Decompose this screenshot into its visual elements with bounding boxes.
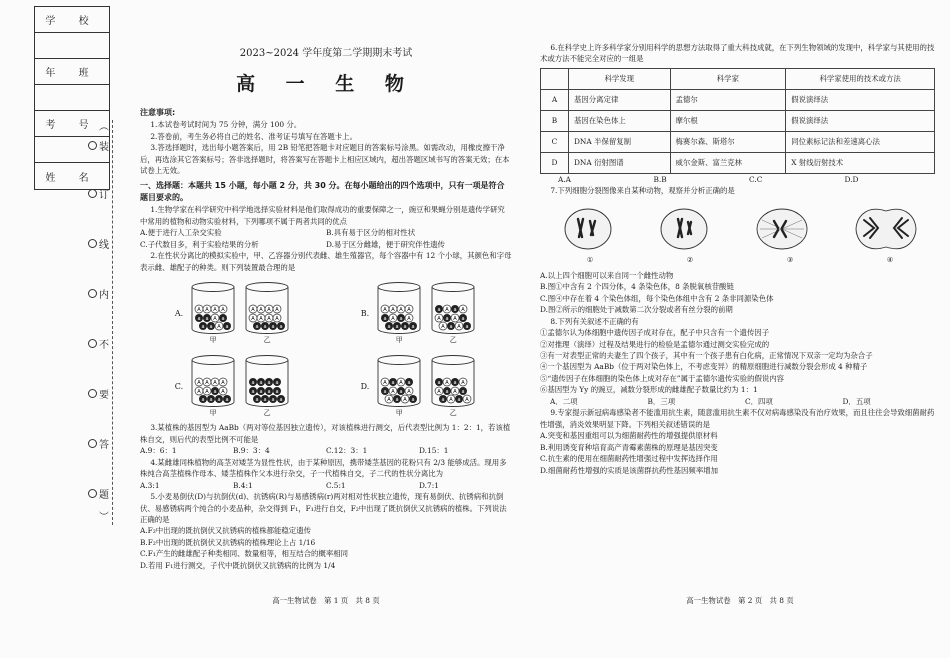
svg-text:a: a	[255, 324, 259, 331]
table-cell: 孟德尔	[670, 89, 786, 110]
binding-char: 不	[99, 340, 109, 351]
option-c[interactable]: C.C	[749, 174, 763, 184]
table-cell: 基因分离定律	[569, 89, 671, 110]
binding-char: 内	[99, 290, 109, 301]
note-item: 2.答卷前，考生务必将自己的姓名、准考证号填写在答题卡上。	[150, 131, 357, 141]
student-info-table	[34, 6, 110, 190]
option-b[interactable]: B.具有易于区分的相对性状	[326, 228, 416, 238]
svg-text:a: a	[263, 397, 267, 404]
svg-text:a: a	[441, 397, 445, 404]
cell-label: ②	[686, 255, 694, 264]
cell-label: ③	[786, 255, 794, 264]
option-a[interactable]: A.以上四个细胞可以来自同一个雌性动物	[540, 270, 674, 280]
option-d[interactable]: D.7:1	[419, 480, 439, 490]
svg-text:a: a	[263, 324, 267, 331]
table-cell: 梅赛尔森、斯塔尔	[670, 131, 786, 152]
table-cell: 威尔金斯、富兰克林	[670, 152, 786, 173]
svg-text:a: a	[445, 316, 449, 323]
svg-text:a: a	[395, 397, 399, 404]
question-1-stem: 1.生物学家在科学研究中科学地选择实验材料是他们取得成功的重要保障之一，豌豆和果蝇分别是遗传学研究中常用的植物和动物实验材料，下列哪项不属于两者共同的优点	[140, 205, 505, 226]
svg-text:A: A	[391, 389, 395, 396]
svg-text:A: A	[221, 380, 225, 387]
figure-option-d[interactable]	[361, 354, 478, 419]
jar-label: 甲	[395, 336, 403, 345]
svg-text:A: A	[391, 307, 395, 314]
binding-char: 题	[99, 490, 109, 501]
jar-drawing	[189, 354, 237, 408]
svg-text:a: a	[445, 389, 449, 396]
question-9-stem: 9.专家提示新冠病毒感染者不能滥用抗生素，随意滥用抗生素不仅对病毒感染没有治疗效果，而且往往会导致细菌耐药性增强，消炎效果明显下降。下列相关叙述错误的是	[540, 408, 935, 429]
statement-item: ①孟德尔认为体细胞中遗传因子成对存在，配子中只含有一个遗传因子	[540, 328, 770, 338]
svg-text:A: A	[267, 307, 271, 314]
table-cell: 基因在染色体上	[569, 110, 671, 131]
jar-label: 乙	[449, 336, 457, 345]
option-a[interactable]: A.3:1	[140, 480, 160, 490]
svg-text:a: a	[201, 397, 205, 404]
svg-text:a: a	[217, 397, 221, 404]
svg-text:a: a	[395, 324, 399, 331]
svg-text:a: a	[221, 316, 225, 323]
table-row	[541, 110, 935, 131]
svg-text:a: a	[387, 324, 391, 331]
binding-char: 线	[99, 240, 109, 251]
svg-text:a: a	[271, 397, 275, 404]
jar-drawing	[189, 281, 237, 335]
table-cell: 假说演绎法	[786, 110, 935, 131]
svg-text:A: A	[383, 380, 387, 387]
figure-letter: B.	[360, 308, 370, 318]
table-row	[541, 131, 935, 152]
svg-text:a: a	[383, 316, 387, 323]
svg-text:a: a	[267, 389, 271, 396]
question-8-stem: 8.下列有关叙述不正确的有	[550, 316, 639, 326]
cell-4-drawing	[854, 206, 918, 252]
svg-text:A: A	[205, 380, 209, 387]
question-3-stem: 3.某植株的基因型为 AaBb（两对等位基因独立遗传），对该植株进行测交，后代表型比例为 1：2：1，若该植株自交，则后代的表型比例不可能是	[140, 423, 511, 444]
binding-circle-icon	[88, 189, 97, 198]
jar-drawing	[375, 354, 423, 408]
cell-division-figure	[540, 203, 940, 255]
question-3-options	[140, 445, 512, 456]
page-footer-left: 高一生物试卷 第 1 页 共 8 页	[272, 595, 380, 605]
svg-text:A: A	[197, 389, 201, 396]
svg-text:a: a	[461, 316, 465, 323]
svg-text:a: a	[411, 397, 415, 404]
svg-text:a: a	[201, 324, 205, 331]
binding-char: 订	[99, 190, 109, 201]
info-label-name: 姓 名	[45, 172, 99, 184]
jar	[243, 354, 291, 419]
figure-letter: C.	[174, 381, 184, 391]
option-c[interactable]: C.12：3：1	[326, 446, 368, 456]
svg-text:a: a	[225, 324, 229, 331]
binding-paren-top: ︵	[99, 122, 109, 133]
figure-letter: D.	[360, 381, 370, 391]
jar	[375, 281, 423, 346]
binding-char: 装	[99, 142, 109, 153]
svg-text:A: A	[437, 316, 441, 323]
svg-text:A: A	[383, 307, 387, 314]
svg-text:A: A	[213, 316, 217, 323]
binding-mark	[88, 236, 109, 251]
binding-circle-icon	[88, 489, 97, 498]
binding-circle-icon	[88, 239, 97, 248]
option-d[interactable]: D.图②所示的细胞处于减数第二次分裂或者有丝分裂的前期	[540, 305, 733, 315]
info-blank-school[interactable]	[35, 33, 109, 59]
binding-mark	[88, 186, 109, 201]
svg-text:a: a	[411, 324, 415, 331]
binding-mark	[88, 138, 109, 153]
svg-text:A: A	[445, 380, 449, 387]
science-history-table	[540, 68, 935, 174]
svg-text:a: a	[275, 389, 279, 396]
cell-2-drawing	[658, 206, 710, 252]
table-cell: DNA 半保留复制	[569, 131, 671, 152]
page-title: 高 一 生 物	[236, 72, 416, 95]
svg-text:a: a	[399, 316, 403, 323]
svg-text:a: a	[465, 324, 469, 331]
question-4-stem: 4.某雌雄同株植物的高茎对矮茎为显性性状，由于某种原因，携带矮茎基因的花粉只有 2/3 能够成活。现用多株纯合高茎植株作母本、矮茎植株作父本进行杂交，子一代植株自交，子二代的性状分离比为	[140, 457, 507, 479]
jar-label: 甲	[395, 409, 403, 418]
svg-text:A: A	[221, 307, 225, 314]
table-cell: 同位素标记法和差速离心法	[786, 131, 935, 152]
table-header: 科学发现	[569, 68, 671, 89]
question-2-stem: 2.在性状分离比的模拟实验中，甲、乙容器分别代表雌、雄生殖器官，每个容器中有 12 个小球，其颜色和字母表示雌、雄配子的种类。则下列装置最合理的是	[140, 251, 512, 272]
notes-title: 注意事项:	[140, 107, 176, 117]
table-row	[541, 152, 935, 173]
section-heading: 一、选择题：本题共 15 小题，每小题 2 分，共 30 分。在每小题给出的四个选项中，只有一项是符合题目要求的。	[140, 180, 505, 203]
svg-text:a: a	[279, 324, 283, 331]
svg-text:a: a	[275, 380, 279, 387]
svg-text:a: a	[391, 380, 395, 387]
exam-name: 2023~2024 学年度第二学期期末考试	[239, 48, 413, 59]
table-header	[541, 68, 569, 89]
figure-letter: A.	[174, 308, 184, 318]
svg-text:A: A	[213, 307, 217, 314]
jar-label: 乙	[449, 409, 457, 418]
binding-circle-icon	[88, 141, 97, 150]
jar-label: 甲	[209, 336, 217, 345]
svg-text:A: A	[465, 397, 469, 404]
binding-char: 答	[99, 440, 109, 451]
binding-circle-icon	[88, 439, 97, 448]
table-cell: D	[541, 152, 569, 173]
statement-item: ②对推理（演绎）过程及结果进行的检验是孟德尔通过测交实验完成的	[540, 339, 770, 349]
option-a[interactable]: A.9：6：1	[140, 446, 177, 456]
option-b[interactable]: B．三项	[647, 396, 676, 406]
jar	[429, 281, 477, 346]
svg-text:A: A	[453, 389, 457, 396]
svg-text:A: A	[437, 389, 441, 396]
option-b[interactable]: B.4:1	[233, 480, 253, 490]
svg-text:A: A	[197, 307, 201, 314]
cell-3-drawing	[754, 206, 810, 252]
svg-text:a: a	[209, 397, 213, 404]
figure-option-b[interactable]	[361, 281, 477, 346]
table-cell: C	[541, 131, 569, 152]
note-item: 1.本试卷考试时间为 75 分钟，满分 100 分。	[150, 120, 302, 130]
jar-drawing	[375, 281, 423, 335]
info-label-class: 年 班	[35, 59, 109, 85]
binding-circle-icon	[88, 389, 97, 398]
svg-text:a: a	[251, 380, 255, 387]
svg-text:A: A	[275, 316, 279, 323]
svg-text:A: A	[251, 307, 255, 314]
svg-text:A: A	[391, 316, 395, 323]
jar-label: 乙	[263, 409, 271, 418]
binding-circle-icon	[88, 339, 97, 348]
question-6-stem: 6.在科学史上许多科学家分别用科学的思想方法取得了重大科技成就，在下列生物领域的发现中，科学家与其使用的技术或方法不能完全对应的一组是	[540, 43, 935, 64]
svg-text:a: a	[259, 389, 263, 396]
option-b[interactable]: B.B	[653, 174, 667, 184]
option-d[interactable]: D.细菌耐药性增强的实质是该菌群抗药性基因频率增加	[540, 465, 718, 475]
svg-text:a: a	[383, 389, 387, 396]
binding-mark	[88, 436, 109, 451]
option-d[interactable]: D.若用 F₁进行测交，子代中既抗倒伏又抗锈病的比例为 1/4	[140, 560, 336, 570]
option-c[interactable]: C.5:1	[326, 480, 346, 490]
svg-text:A: A	[403, 397, 407, 404]
jar	[429, 354, 477, 419]
figure-option-a[interactable]	[175, 281, 291, 346]
info-label-school: 学 校	[35, 7, 109, 33]
option-a[interactable]: A．二项	[550, 396, 578, 406]
binding-mark	[88, 336, 109, 351]
svg-text:A: A	[457, 324, 461, 331]
binding-mark	[88, 486, 109, 501]
svg-text:A: A	[449, 397, 453, 404]
svg-text:A: A	[441, 324, 445, 331]
option-a[interactable]: A.便于进行人工杂交实验	[140, 228, 222, 238]
svg-text:A: A	[399, 380, 403, 387]
svg-text:A: A	[453, 316, 457, 323]
svg-text:A: A	[461, 307, 465, 314]
svg-text:a: a	[279, 397, 283, 404]
statement-item: ④一个基因型为 AaBb（位于两对染色体上，不考虑变异）的精原细胞进行减数分裂会形成 4 种精子	[540, 362, 868, 372]
table-cell: DNA 衍射图谱	[569, 152, 671, 173]
table-cell: B	[541, 110, 569, 131]
cell-label: ④	[886, 255, 894, 264]
option-d[interactable]: D.15：1	[419, 446, 449, 456]
option-a[interactable]: A.突变和基因重组可以为细菌耐药性的增强提供原材料	[540, 431, 718, 441]
binding-mark	[88, 286, 109, 301]
option-c[interactable]: C.抗生素的使用在细菌耐药性增强过程中发挥选择作用	[540, 454, 718, 464]
jar	[243, 281, 291, 346]
left-column	[140, 0, 512, 658]
jar-drawing	[429, 354, 477, 408]
table-cell: 摩尔根	[670, 110, 786, 131]
svg-text:A: A	[259, 316, 263, 323]
svg-text:a: a	[457, 397, 461, 404]
svg-text:a: a	[205, 316, 209, 323]
svg-text:a: a	[251, 389, 255, 396]
binding-char: 要	[99, 390, 109, 401]
svg-text:A: A	[407, 389, 411, 396]
question-8-options	[540, 396, 940, 407]
jar	[375, 354, 423, 419]
statement-item: ⑤“遗传因子在体细胞的染色体上成对存在”属于孟德尔遗传实验的假说内容	[540, 373, 785, 383]
svg-text:a: a	[271, 324, 275, 331]
svg-text:a: a	[437, 380, 441, 387]
svg-text:a: a	[461, 389, 465, 396]
option-c[interactable]: C.图④中存在着 4 个染色体组，每个染色体组中含有 2 条非同源染色体	[540, 293, 774, 303]
question-7-stem: 7.下列细胞分裂图像来自某种动物，观察并分析正确的是	[550, 186, 735, 196]
svg-text:a: a	[209, 324, 213, 331]
jar-drawing	[429, 281, 477, 335]
question-6-options	[540, 174, 940, 185]
svg-text:a: a	[453, 380, 457, 387]
jar-label: 乙	[263, 336, 271, 345]
svg-text:A: A	[205, 389, 209, 396]
option-b[interactable]: B.F₂中出现的既抗倒伏又抗锈病的植株理论上占 1/16	[140, 537, 316, 547]
svg-text:A: A	[407, 316, 411, 323]
right-column	[540, 0, 940, 658]
option-c[interactable]: C．四项	[745, 396, 773, 406]
jar-drawing	[243, 354, 291, 408]
option-b[interactable]: B.9：3：4	[233, 446, 270, 456]
note-item: 3.答选择题时，选出每小题答案后，用 2B 铅笔把答题卡对应题目的答案标号涂黑。如需改动，用橡皮擦干净后，再选涂其它答案标号；答非选择题时，将答案写在答题卡上相应区域内，超出答题区域书写的答案无效；在本试卷上无效。	[140, 143, 510, 176]
svg-text:a: a	[453, 307, 457, 314]
question-1-options	[140, 227, 512, 250]
option-d[interactable]: D.D	[844, 174, 859, 184]
jar-label: 甲	[209, 409, 217, 418]
svg-text:a: a	[255, 397, 259, 404]
statement-item: ③有一对表型正常的夫妻生了四个孩子，其中有一个孩子患有白化病，正常情况下双亲一定均为杂合子	[540, 351, 873, 360]
info-label-id: 考 号	[35, 111, 109, 137]
cell-number-labels	[540, 255, 940, 266]
svg-text:a: a	[225, 397, 229, 404]
question-5-stem: 5.小麦易倒伏(D)与抗倒伏(d)、抗锈病(R)与易感锈病(r)两对相对性状独立遗传，现有易倒伏、抗锈病和抗倒伏、易感锈病两个纯合的小麦品种，杂交得到 F₁，F₁进行自交，F₂中出现了既抗倒伏又抗锈病的植株。下列说法正确的是	[140, 492, 507, 525]
svg-text:a: a	[259, 380, 263, 387]
svg-text:A: A	[217, 324, 221, 331]
svg-text:A: A	[213, 380, 217, 387]
cell-1-drawing	[562, 206, 614, 252]
question-2-figure-row-2	[140, 349, 512, 419]
binding-mark	[88, 386, 109, 401]
cell-label: ①	[586, 255, 594, 264]
jar-drawing	[243, 281, 291, 335]
svg-text:a: a	[449, 324, 453, 331]
question-2-figure-row-1	[140, 276, 512, 346]
svg-text:a: a	[403, 324, 407, 331]
option-a[interactable]: A.F₂中出现的既抗倒伏又抗锈病的植株都能稳定遗传	[140, 526, 311, 536]
binding-dashed-line	[112, 120, 113, 525]
option-d[interactable]: D．五项	[842, 396, 871, 406]
option-d[interactable]: D.易于区分雌雄，便于研究伴性遗传	[326, 239, 445, 249]
option-c[interactable]: C.子代数目多，利于实验结果的分析	[140, 239, 259, 249]
svg-text:a: a	[213, 389, 217, 396]
statement-item: ⑥基因型为 Yy 的豌豆，减数分裂形成的雌雄配子数量比约为 1：1	[540, 385, 758, 395]
svg-text:a: a	[399, 389, 403, 396]
jar	[189, 354, 237, 419]
table-row	[541, 89, 935, 110]
question-4-options	[140, 480, 512, 491]
table-header: 科学家	[670, 68, 786, 89]
option-c[interactable]: C.F₁产生的雌雄配子种类相同、数量相等，相互结合的概率相同	[140, 549, 348, 559]
page-footer-right: 高一生物试卷 第 2 页 共 8 页	[686, 595, 794, 605]
svg-text:A: A	[399, 307, 403, 314]
table-cell: A	[541, 89, 569, 110]
table-header: 科学家使用的技术或方法	[786, 68, 935, 89]
svg-text:A: A	[445, 307, 449, 314]
svg-text:A: A	[251, 316, 255, 323]
binding-paren-bottom: ︶	[99, 512, 109, 523]
svg-text:A: A	[461, 380, 465, 387]
svg-text:A: A	[407, 307, 411, 314]
svg-text:A: A	[259, 307, 263, 314]
svg-text:a: a	[407, 380, 411, 387]
figure-option-c[interactable]	[175, 354, 291, 419]
svg-text:A: A	[275, 307, 279, 314]
table-header-row	[541, 68, 935, 89]
option-b[interactable]: B.利用诱变育种培育高产青霉素菌株的原理是基因突变	[540, 442, 718, 452]
table-cell: 假说演绎法	[786, 89, 935, 110]
svg-text:a: a	[267, 380, 271, 387]
jar	[189, 281, 237, 346]
table-cell: X 射线衍射技术	[786, 152, 935, 173]
svg-text:a: a	[437, 307, 441, 314]
option-b[interactable]: B.图①中含有 2 个四分体，4 条染色体，8 条脱氧核苷酸链	[540, 282, 734, 292]
svg-text:A: A	[205, 307, 209, 314]
svg-text:A: A	[221, 389, 225, 396]
option-a[interactable]: A.A	[558, 174, 572, 184]
svg-text:A: A	[267, 316, 271, 323]
binding-circle-icon	[88, 289, 97, 298]
info-blank-class[interactable]	[35, 85, 109, 111]
svg-text:a: a	[197, 316, 201, 323]
svg-text:A: A	[197, 380, 201, 387]
svg-text:A: A	[387, 397, 391, 404]
